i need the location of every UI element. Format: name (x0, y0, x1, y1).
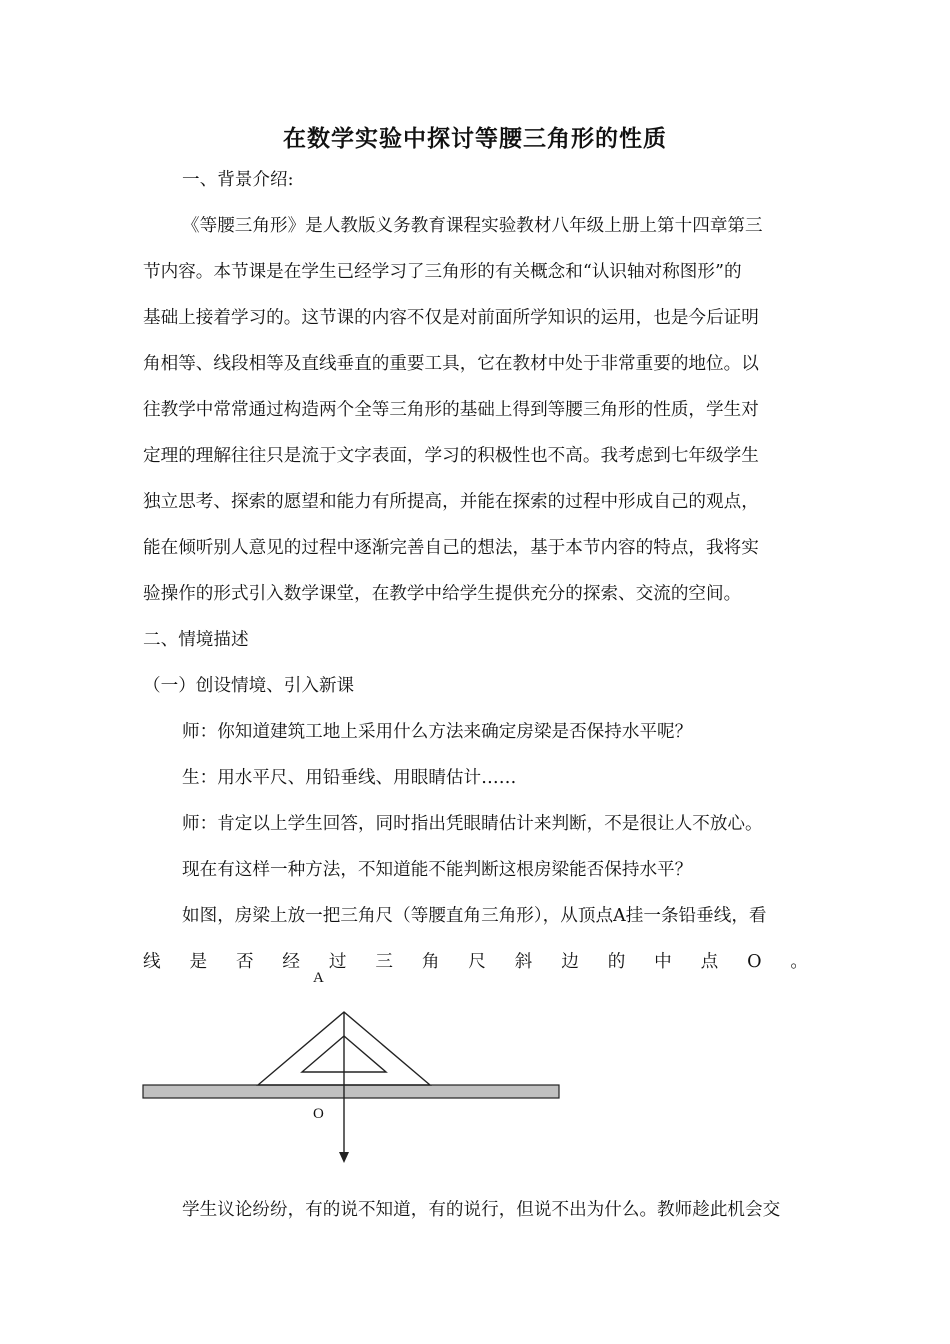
page-title: 在数学实验中探讨等腰三角形的性质 (283, 126, 667, 152)
dialog-line: 师：肯定以上学生回答，同时指出凭眼睛估计来判断，不是很让人不放心。 (182, 814, 763, 834)
paragraph-line: 验操作的形式引入数学课堂，在教学中给学生提供充分的探索、交流的空间。 (143, 584, 742, 604)
dialog-line: 现在有这样一种方法，不知道能不能判断这根房梁能否保持水平？ (182, 860, 693, 880)
spread-char: 点 (700, 952, 719, 972)
spread-char: 经 (282, 952, 301, 972)
paragraph-line: 基础上接着学习的。这节课的内容不仅是对前面所学知识的运用，也是今后证明 (143, 308, 759, 328)
spread-char: O (747, 952, 762, 972)
dialog-line: 师：你知道建筑工地上采用什么方法来确定房梁是否保持水平呢？ (182, 722, 693, 742)
spread-char: 的 (607, 952, 626, 972)
spread-char: 否 (235, 952, 254, 972)
subsection-heading: （一）创设情境、引入新课 (143, 676, 355, 696)
spread-char: 过 (328, 952, 347, 972)
dialog-line: 如图，房梁上放一把三角尺（等腰直角三角形），从顶点A挂一条铅垂线，看 (182, 906, 767, 926)
paragraph-line: 学生议论纷纷，有的说不知道，有的说行，但说不出为什么。教师趁此机会交 (182, 1200, 781, 1220)
plumb-arrowhead (339, 1152, 349, 1163)
paragraph-line: 节内容。本节课是在学生已经学习了三角形的有关概念和“认识轴对称图形”的 (143, 262, 742, 282)
beam (143, 1085, 559, 1098)
spread-char: 斜 (514, 952, 533, 972)
spread-char: 线 (143, 952, 161, 972)
paragraph-line: 往教学中常常通过构造两个全等三角形的基础上得到等腰三角形的性质，学生对 (143, 400, 759, 420)
section-heading-background: 一、背景介绍: (182, 170, 294, 190)
spread-char: 。 (790, 952, 808, 972)
paragraph-line: 《等腰三角形》是人教版义务教育课程实验教材八年级上册上第十四章第三 (182, 216, 763, 236)
dialog-line: 生：用水平尺、用铅垂线、用眼睛估计…… (182, 768, 517, 788)
spread-char: 边 (561, 952, 579, 972)
vertex-label-a: A (313, 970, 324, 986)
midpoint-label-o: O (313, 1106, 324, 1122)
spread-char: 尺 (468, 952, 486, 972)
paragraph-line: 能在倾听别人意见的过程中逐渐完善自己的想法，基于本节内容的特点，我将实 (143, 538, 759, 558)
spread-char: 中 (654, 952, 672, 972)
paragraph-line: 定理的理解往往只是流于文字表面，学习的积极性也不高。我考虑到七年级学生 (143, 446, 759, 466)
paragraph-line: 角相等、线段相等及直线垂直的重要工具，它在教材中处于非常重要的地位。以 (143, 354, 759, 374)
spread-char: 是 (189, 952, 208, 972)
spread-char: 角 (421, 952, 440, 972)
paragraph-line: 独立思考、探索的愿望和能力有所提高，并能在探索的过程中形成自己的观点， (143, 492, 759, 512)
section-heading-situation: 二、情境描述 (143, 630, 249, 650)
spread-char: 三 (375, 952, 393, 972)
